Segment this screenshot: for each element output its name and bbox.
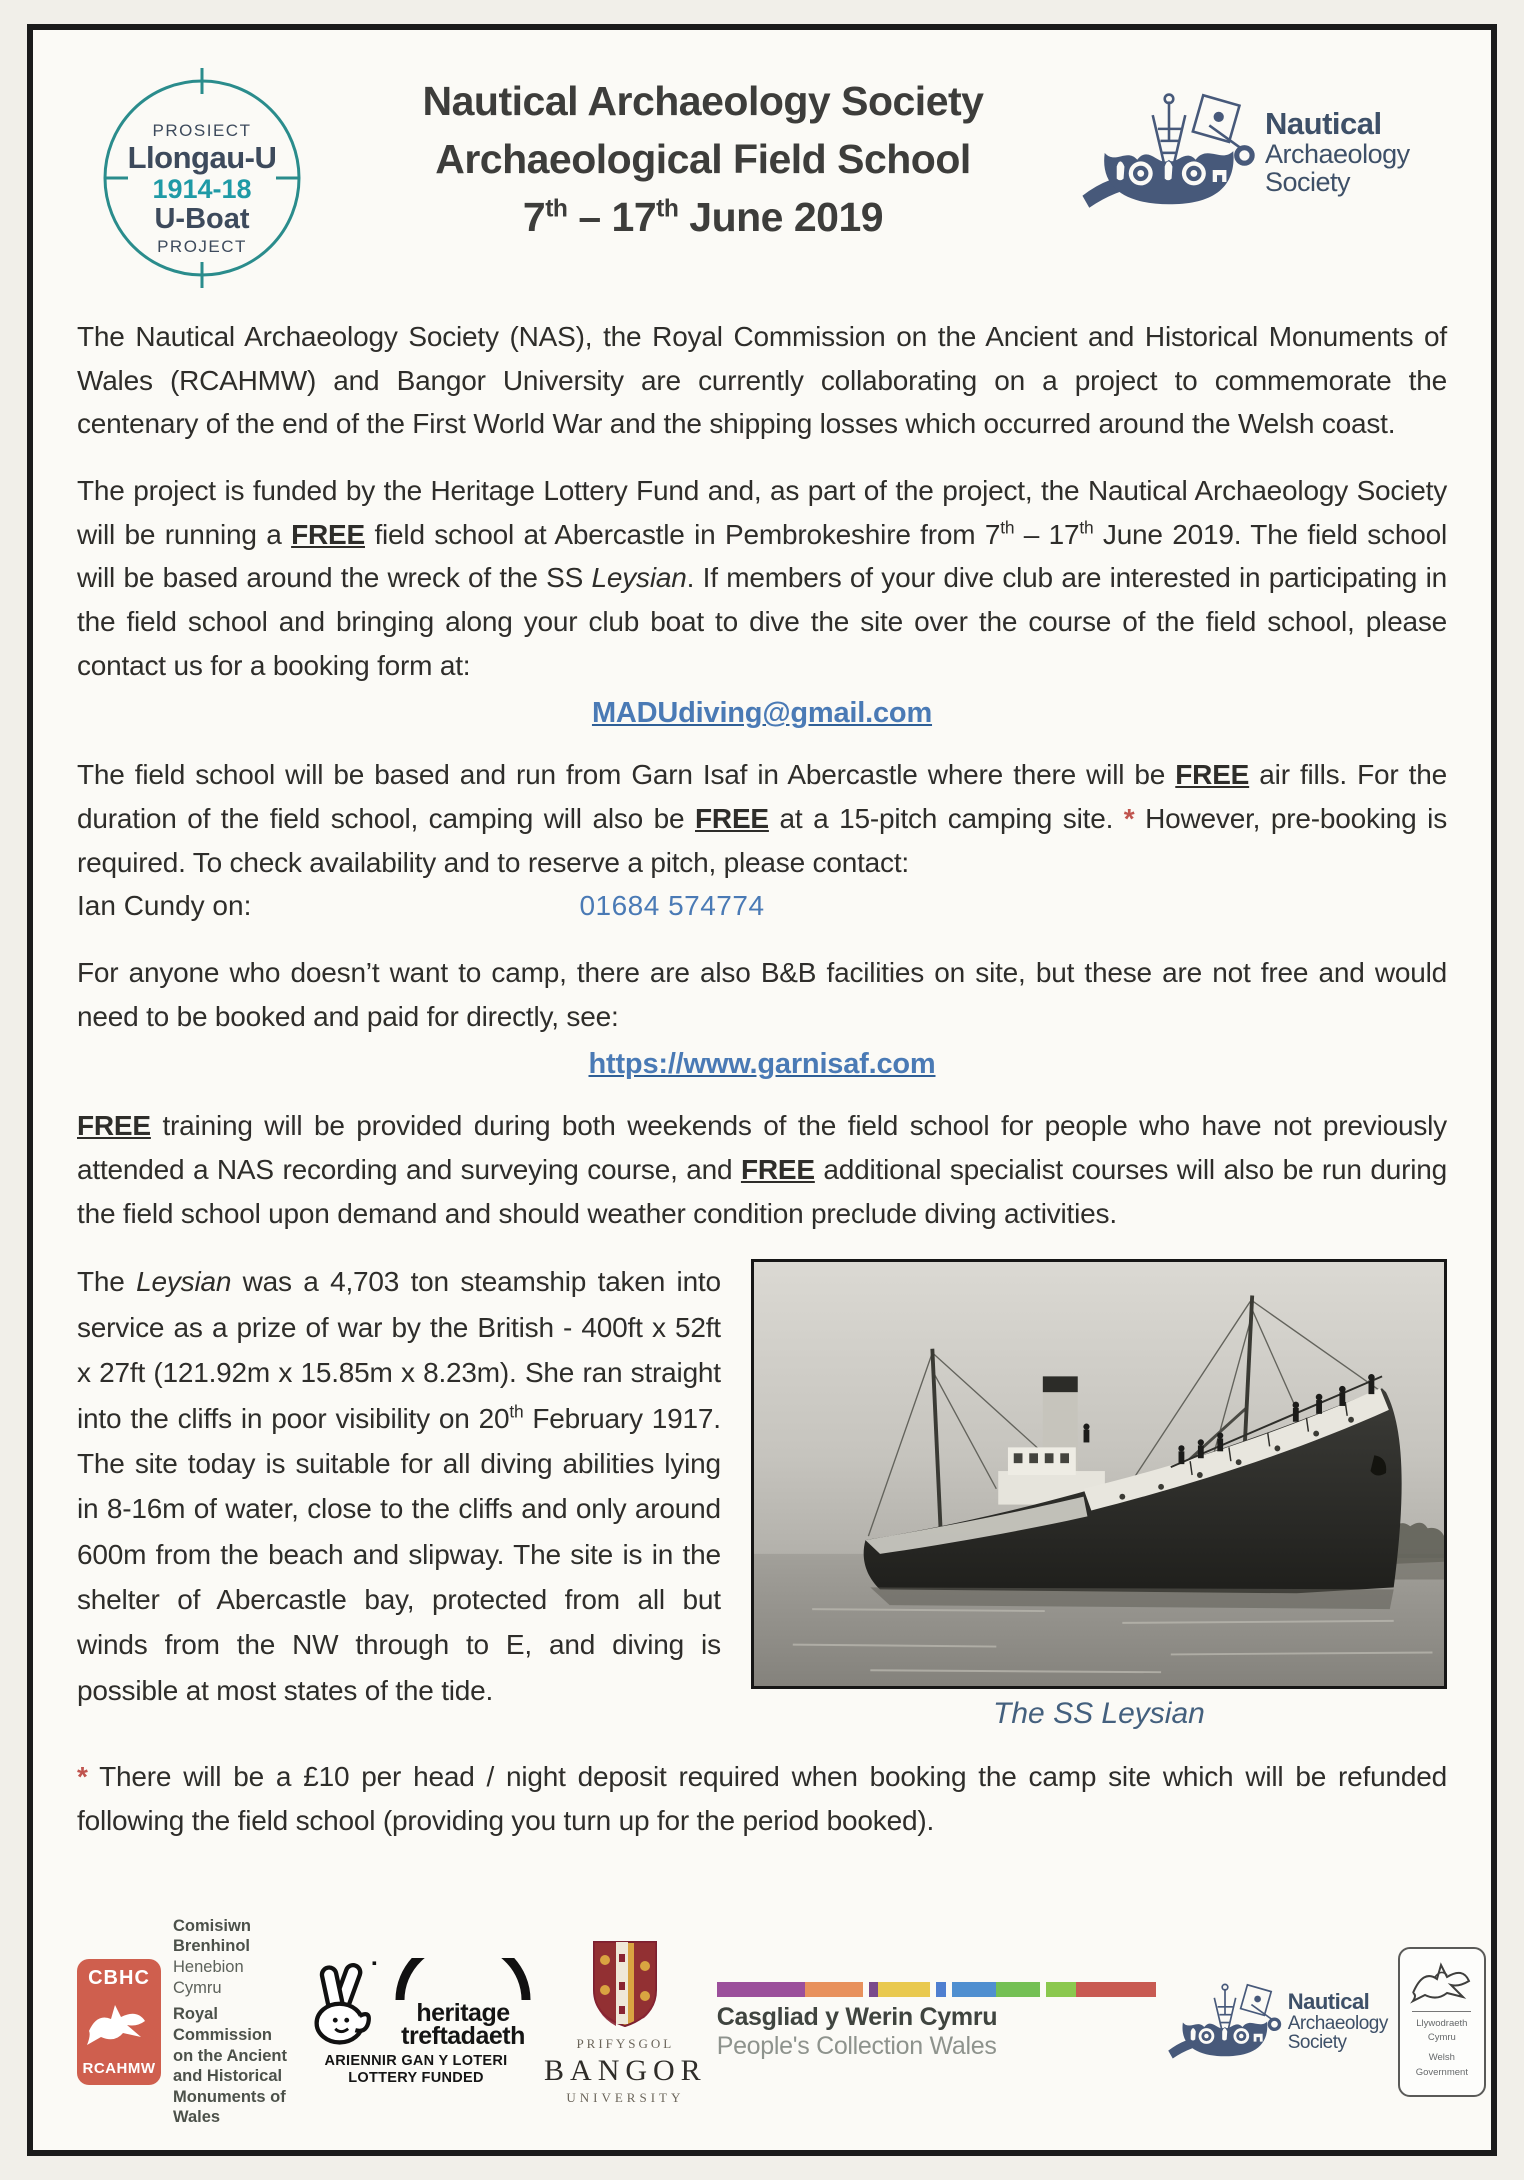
uboat-circle-icon (88, 64, 316, 292)
ship-photo (751, 1259, 1447, 1689)
crossed-fingers-icon (298, 1957, 384, 2049)
free-highlight: FREE (291, 518, 365, 550)
paragraph-training: FREE training will be provided during both weekends of the field school for people who have not previously attended a NAS recording and surveying course, and FREE additional specialist courses will also be run during the field school upon demand and should weather condition preclude diving activities. (77, 1110, 1447, 1229)
peoples-collection-block: Casgliad y Werin Cymru People's Collection Wales (717, 1982, 1156, 2061)
leysian-section (77, 1259, 1447, 1731)
paragraph-garn-isaf: The field school will be based and run from Garn Isaf in Abercastle where there will be FREE air fills. For the duration of the field school, camping will also be FREE at a 15-pitch camping site. * However, pre-booking is required. To check availability and to reserve a pitch, please contact: (77, 759, 1447, 878)
phone-row (77, 884, 1447, 928)
pcw-stripe-icon (717, 1982, 1156, 1997)
bangor-shield-icon (588, 1938, 662, 2030)
nas-wordmark: Nautical Archaeology Society (1265, 105, 1410, 198)
leysian-text-column (77, 1259, 721, 1731)
phone-number[interactable]: 01684 574774 (579, 890, 765, 922)
lottery-funded-text: ARIENNIR GAN Y LOTERI LOTTERY FUNDED (324, 2053, 508, 2086)
title-line-2: Archaeological Field School (435, 136, 971, 183)
footnote-asterisk: * (1123, 803, 1135, 835)
paragraph-bandb: For anyone who doesn’t want to camp, there are also B&B facilities on site, but these are not free and would need to be booked and paid for directly, see: (77, 957, 1447, 1032)
email-link[interactable]: MADUdiving@gmail.com (591, 697, 933, 730)
heritage-fund-wordmark: heritage treftadaeth (392, 1958, 534, 2050)
white-dragon-icon (81, 1997, 157, 2053)
nas-ship-icon (1166, 1978, 1284, 2066)
rcahmw-wordmark: Comisiwn Brenhinol Henebion Cymru Royal Commission on the Ancient and Historical Monuments of Wales (173, 1916, 287, 2127)
bangor-university-block: PRIFYSGOL BANGOR UNIVERSITY (544, 1938, 707, 2106)
free-highlight: FREE (1175, 759, 1250, 791)
rcahmw-logo: CBHC RCAHMW (77, 1959, 161, 2085)
paragraph-funding: The project is funded by the Heritage Lottery Fund and, as part of the project, the Nautical Archaeology Society will be running a FREE field school at Abercastle in Pembrokeshire from 7th – 17th June 2019. The field school will be based around the wreck of the SS Leysian. If members of your dive club are interested in participating in the field school and bringing along your club boat to dive the site over the course of the field school, please contact us for a booking form at: (77, 475, 1447, 681)
header (77, 56, 1447, 292)
footer-logos (77, 1902, 1468, 2128)
photo-caption: The SS Leysian (993, 1697, 1205, 1731)
paragraph-intro: The Nautical Archaeology Society (NAS), the Royal Commission on the Ancient and Historical Monuments of Wales (RCAHMW) and Bangor University are currently collaborating on a project to commemorate the centenary of the end of the First World War and the shipping losses which occurred around the Welsh coast. (77, 321, 1447, 440)
paragraph-leysian: The Leysian was a 4,703 ton steamship taken into service as a prize of war by the British - 400ft x 52ft x 27ft (121.92m x 15.85m x 8.23m). She ran straight into the cliffs in poor visibility on 20th February 1917. The site today is suitable for all diving abilities lying in 8-16m of water, close to the cliffs and only around 600m from the beach and slipway. The site is in the shelter of Abercastle bay, protected from all but winds from the NW through to E, and diving is possible at most states of the tide. (77, 1266, 721, 1706)
free-highlight: FREE (77, 1110, 151, 1142)
svg-text:Llongau-U: Llongau-U (127, 140, 277, 175)
svg-text:1914-18: 1914-18 (152, 174, 252, 204)
nas-logo-footer (1166, 1978, 1388, 2066)
footnote-asterisk: * (77, 1761, 88, 1793)
heritage-lottery-block (298, 1957, 534, 2086)
free-highlight: FREE (695, 803, 769, 835)
steamship-photo-illustration (754, 1262, 1444, 1686)
phone-label: Ian Cundy on: (77, 890, 252, 922)
email-link-row (77, 697, 1447, 730)
uboat-project-logo (77, 56, 327, 292)
lottery-logo-row (298, 1957, 534, 2049)
nas-ship-icon (1079, 82, 1259, 222)
heritage-arc-icon (392, 1958, 534, 2002)
footnote: * There will be a £10 per head / night deposit required when booking the camp site which will be refunded following the field school (providing you turn up for the period booked). (77, 1761, 1447, 1837)
website-link[interactable]: https://www.garnisaf.com (588, 1048, 936, 1081)
website-link-row (77, 1048, 1447, 1081)
svg-text:PROJECT: PROJECT (157, 237, 247, 256)
welsh-government-text: Llywodraeth Cymru Welsh Government (1415, 2017, 1468, 2078)
ship-photo-figure (751, 1259, 1447, 1731)
svg-text:U-Boat: U-Boat (154, 203, 250, 235)
page-frame (27, 24, 1497, 2156)
rcahmw-block (77, 1916, 288, 2128)
nas-logo-header (1079, 56, 1447, 222)
welsh-government-logo (1398, 1947, 1486, 2097)
free-highlight: FREE (740, 1154, 815, 1186)
nas-wordmark: Nautical Archaeology Society (1287, 1988, 1388, 2054)
welsh-dragon-sketch-icon (1405, 1957, 1479, 2007)
page-title (337, 56, 1069, 247)
title-line-3: 7th – 17th June 2019 (522, 194, 884, 241)
svg-text:PROSIECT: PROSIECT (152, 121, 252, 140)
title-line-1: Nautical Archaeology Society (422, 78, 984, 124)
